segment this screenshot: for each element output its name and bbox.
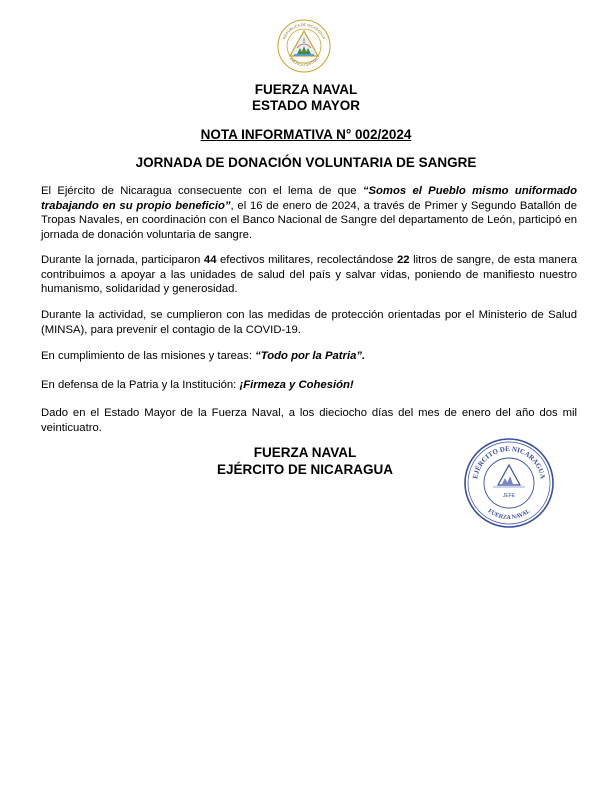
paragraph-1 <box>41 184 577 242</box>
paragraph-2 <box>41 253 577 297</box>
paragraph-4-quote: “Todo por la Patria”. <box>255 350 366 362</box>
paragraph-4-text: En cumplimiento de las misiones y tareas: <box>41 350 256 362</box>
paragraph-1-quote: “Somos el Pueblo mismo uniformado trabajando en su propio beneficio” <box>41 185 577 212</box>
header-fuerza-naval: FUERZA NAVAL <box>254 82 358 97</box>
header-estado-mayor: ESTADO MAYOR <box>251 98 360 113</box>
paragraph-2-number-liters: 22 <box>396 254 410 266</box>
paragraph-4 <box>41 349 577 364</box>
signature-fuerza-naval: FUERZA NAVAL <box>253 445 357 460</box>
paragraph-5-text: En defensa de la Patria y la Institución: <box>41 379 240 391</box>
emblem-top-text: REPÚBLICA DE NICARAGUA <box>282 22 326 40</box>
nicaragua-coat-of-arms <box>276 18 332 74</box>
paragraph-5-quote: ¡Firmeza y Cohesión! <box>239 379 354 391</box>
paragraph-6: Dado en el Estado Mayor de la Fuerza Naval, a los dieciocho días del mes de enero del año dos mil veinticuatro. <box>41 407 577 434</box>
paragraph-2-text-a: Durante la jornada, participaron <box>41 254 204 266</box>
seal-top-text: EJÉRCITO DE NICARAGUA <box>471 444 547 480</box>
paragraph-2-text-c: litros de sangre, de esta manera contribuimos a apoyar a las unidades de salud del país y salvar vidas, poniendo de manifiesto nuestro humanismo, solidaridad y generosidad. <box>41 254 578 296</box>
paragraph-2-number-personnel: 44 <box>203 254 217 266</box>
nota-number: NOTA INFORMATIVA N° 002/2024 <box>200 127 412 142</box>
seal-bottom-text: FUERZA NAVAL <box>486 508 532 522</box>
paragraph-3: Durante la actividad, se cumplieron con las medidas de protección orientadas por el Ministerio de Salud (MINSA), para prevenir el contagio de la COVID-19. <box>41 309 577 336</box>
document-title: JORNADA DE DONACIÓN VOLUNTARIA DE SANGRE <box>135 155 477 170</box>
emblem-bottom-text: AMÉRICA CENTRAL <box>288 56 320 68</box>
paragraph-5 <box>41 378 577 393</box>
paragraph-1-text-b: , el 16 de enero de 2024, a través de Primer y Segundo Batallón de Tropas Navales, en coordinación con el Banco Nacional de Sangre del departamento de León, participó en jornada de donación voluntaria de sangre. <box>41 199 577 241</box>
official-seal-stamp <box>463 437 555 529</box>
seal-center-text: JEFE <box>502 493 516 499</box>
signature-ejercito: EJÉRCITO DE NICARAGUA <box>216 462 394 477</box>
paragraph-1-text-a: El Ejército de Nicaragua consecuente con el lema de que <box>41 185 363 197</box>
paragraph-2-text-b: efectivos militares, recolectándose <box>216 254 397 266</box>
